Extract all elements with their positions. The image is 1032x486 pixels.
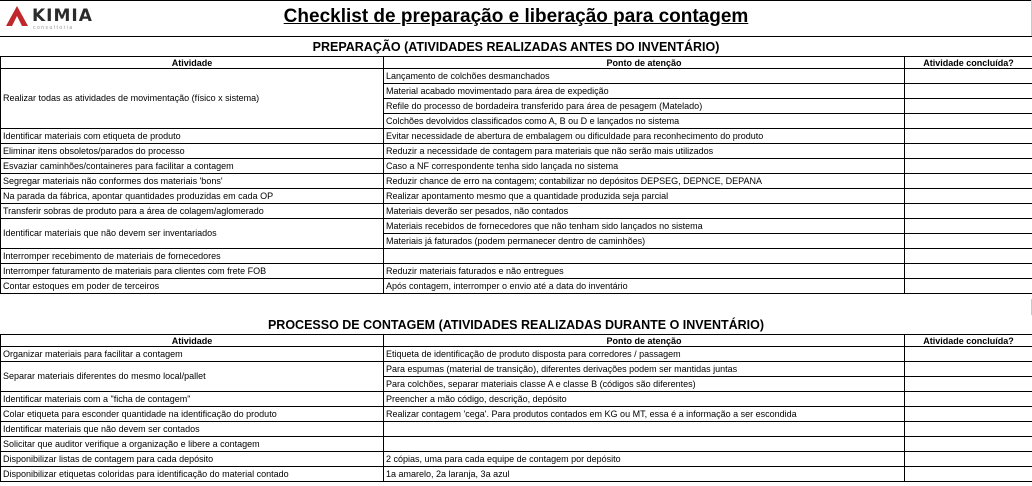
activity-cell: Disponibilizar listas de contagem para cada depósito xyxy=(1,452,384,467)
activity-cell: Eliminar itens obsoletos/parados do processo xyxy=(1,144,384,159)
attention-cell: Reduzir chance de erro na contagem; contabilizar no depósitos DEPSEG, DEPNCE, DEPANA xyxy=(384,174,905,189)
column-header-attention: Ponto de atenção xyxy=(384,57,905,69)
activity-cell: Transferir sobras de produto para a área de colagem/aglomerado xyxy=(1,204,384,219)
divider xyxy=(0,36,1032,37)
table-row xyxy=(1,204,1032,219)
done-checkbox-cell[interactable] xyxy=(905,452,1032,467)
done-checkbox-cell[interactable] xyxy=(905,362,1032,377)
attention-cell: Evitar necessidade de abertura de embalagem ou dificuldade para reconhecimento do produto xyxy=(384,129,905,144)
activity-cell: Interromper faturamento de materiais para clientes com frete FOB xyxy=(1,264,384,279)
done-checkbox-cell[interactable] xyxy=(905,377,1032,392)
logo-text: KIMIA xyxy=(32,6,93,26)
table-row xyxy=(1,264,1032,279)
activity-cell: Separar materiais diferentes do mesmo local/pallet xyxy=(1,362,384,392)
done-checkbox-cell[interactable] xyxy=(905,392,1032,407)
done-checkbox-cell[interactable] xyxy=(905,69,1032,84)
activity-cell: Identificar materiais que não devem ser contados xyxy=(1,422,384,437)
attention-cell: Realizar apontamento mesmo que a quantidade produzida seja parcial xyxy=(384,189,905,204)
done-checkbox-cell[interactable] xyxy=(905,174,1032,189)
attention-cell xyxy=(384,422,905,437)
table-row xyxy=(1,362,1032,377)
attention-cell: Após contagem, interromper o envio até a data do inventário xyxy=(384,279,905,294)
activity-cell: Esvaziar caminhões/containeres para facilitar a contagem xyxy=(1,159,384,174)
attention-cell: Preencher a mão código, descrição, depósito xyxy=(384,392,905,407)
table-row xyxy=(1,407,1032,422)
done-checkbox-cell[interactable] xyxy=(905,144,1032,159)
column-header-done: Atividade concluída? xyxy=(905,57,1032,69)
done-checkbox-cell[interactable] xyxy=(905,437,1032,452)
table-row xyxy=(1,159,1032,174)
activity-cell: Colar etiqueta para esconder quantidade na identificação do produto xyxy=(1,407,384,422)
table-row xyxy=(1,189,1032,204)
activity-cell: Contar estoques em poder de terceiros xyxy=(1,279,384,294)
done-checkbox-cell[interactable] xyxy=(905,264,1032,279)
activity-cell: Identificar materiais que não devem ser inventariados xyxy=(1,219,384,249)
table-row xyxy=(1,392,1032,407)
table-row xyxy=(1,129,1032,144)
attention-cell: Lançamento de colchões desmanchados xyxy=(384,69,905,84)
attention-cell: Material acabado movimentado para área de expedição xyxy=(384,84,905,99)
spacer-row xyxy=(0,299,1032,315)
done-checkbox-cell[interactable] xyxy=(905,234,1032,249)
done-checkbox-cell[interactable] xyxy=(905,467,1032,482)
attention-cell xyxy=(384,437,905,452)
activity-cell: Identificar materiais com etiqueta de produto xyxy=(1,129,384,144)
activity-cell: Segregar materiais não conformes dos materiais 'bons' xyxy=(1,174,384,189)
done-checkbox-cell[interactable] xyxy=(905,129,1032,144)
table-row xyxy=(1,437,1032,452)
table-row xyxy=(1,144,1032,159)
done-checkbox-cell[interactable] xyxy=(905,114,1032,129)
activity-cell: Interromper recebimento de materiais de fornecedores xyxy=(1,249,384,264)
done-checkbox-cell[interactable] xyxy=(905,422,1032,437)
attention-cell: Colchões devolvidos classificados como A, B ou D e lançados no sistema xyxy=(384,114,905,129)
done-checkbox-cell[interactable] xyxy=(905,204,1032,219)
table-row xyxy=(1,279,1032,294)
table-row xyxy=(1,69,1032,84)
done-checkbox-cell[interactable] xyxy=(905,249,1032,264)
attention-cell: Materiais deverão ser pesados, não contados xyxy=(384,204,905,219)
table-row xyxy=(1,422,1032,437)
attention-cell xyxy=(384,249,905,264)
done-checkbox-cell[interactable] xyxy=(905,159,1032,174)
done-checkbox-cell[interactable] xyxy=(905,219,1032,234)
table-header-row xyxy=(1,335,1032,347)
attention-cell: Etiqueta de identificação de produto disposta para corredores / passagem xyxy=(384,347,905,362)
column-header-activity: Atividade xyxy=(1,57,384,69)
done-checkbox-cell[interactable] xyxy=(905,347,1032,362)
activity-cell: Solicitar que auditor verifique a organização e libere a contagem xyxy=(1,437,384,452)
done-checkbox-cell[interactable] xyxy=(905,407,1032,422)
column-header-activity: Atividade xyxy=(1,335,384,347)
counting-table xyxy=(0,334,1032,482)
preparation-table xyxy=(0,56,1032,294)
done-checkbox-cell[interactable] xyxy=(905,279,1032,294)
table-row xyxy=(1,467,1032,482)
attention-cell: Materiais recebidos de fornecedores que não tenham sido lançados no sistema xyxy=(384,219,905,234)
activity-cell: Identificar materiais com a "ficha de contagem" xyxy=(1,392,384,407)
attention-cell: Caso a NF correspondente tenha sido lançada no sistema xyxy=(384,159,905,174)
done-checkbox-cell[interactable] xyxy=(905,189,1032,204)
sheet-header xyxy=(0,0,1032,36)
done-checkbox-cell[interactable] xyxy=(905,99,1032,114)
activity-cell: Disponibilizar etiquetas coloridas para identificação do material contado xyxy=(1,467,384,482)
column-header-done: Atividade concluída? xyxy=(905,335,1032,347)
table-row xyxy=(1,174,1032,189)
table-header-row xyxy=(1,57,1032,69)
table-row xyxy=(1,219,1032,234)
activity-cell: Na parada da fábrica, apontar quantidades produzidas em cada OP xyxy=(1,189,384,204)
table-row xyxy=(1,347,1032,362)
page-title: Checklist de preparação e liberação para contagem xyxy=(283,6,749,27)
column-header-attention: Ponto de atenção xyxy=(384,335,905,347)
activity-cell: Organizar materiais para facilitar a contagem xyxy=(1,347,384,362)
done-checkbox-cell[interactable] xyxy=(905,84,1032,99)
attention-cell: Reduzir materiais faturados e não entregues xyxy=(384,264,905,279)
table-row xyxy=(1,249,1032,264)
attention-cell: Materiais já faturados (podem permanecer dentro de caminhões) xyxy=(384,234,905,249)
table-row xyxy=(1,452,1032,467)
activity-cell: Realizar todas as atividades de movimentação (físico x sistema) xyxy=(1,69,384,129)
attention-cell: 1a amarelo, 2a laranja, 3a azul xyxy=(384,467,905,482)
attention-cell: Para colchões, separar materiais classe A e classe B (códigos são diferentes) xyxy=(384,377,905,392)
attention-cell: Reduzir a necessidade de contagem para materiais que não serão mais utilizados xyxy=(384,144,905,159)
attention-cell: 2 cópias, uma para cada equipe de contagem por depósito xyxy=(384,452,905,467)
logo-subtext: consultoria xyxy=(33,25,74,31)
attention-cell: Para espumas (material de transição), diferentes derivações podem ser mantidas juntas xyxy=(384,362,905,377)
section-title-counting: PROCESSO DE CONTAGEM (ATIVIDADES REALIZADAS DURANTE O INVENTÁRIO) xyxy=(267,318,765,332)
attention-cell: Refile do processo de bordadeira transferido para área de pesagem (Matelado) xyxy=(384,99,905,114)
attention-cell: Realizar contagem 'cega'. Para produtos contados em KG ou MT, essa é a informação a ser escondida xyxy=(384,407,905,422)
section-title-preparation: PREPARAÇÃO (ATIVIDADES REALIZADAS ANTES DO INVENTÁRIO) xyxy=(312,40,720,54)
